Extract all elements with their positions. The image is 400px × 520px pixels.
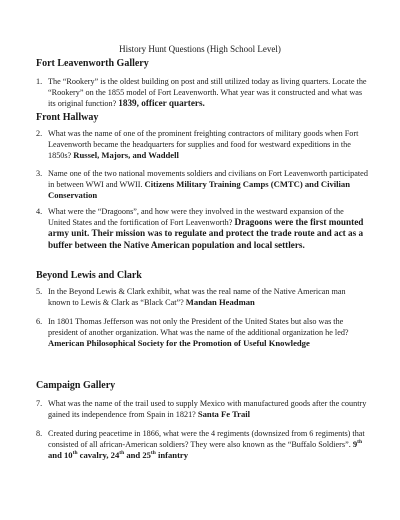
question-number: 8. bbox=[36, 429, 43, 438]
question-number: 2. bbox=[36, 129, 43, 138]
answer-text: Russel, Majors, and Waddell bbox=[73, 150, 179, 161]
answer-text: Dragoons were the first mounted army unit. Their mission was to regulate and protect the trade route and act as a buffer between the Native American population and local settlers. bbox=[48, 217, 364, 250]
question-number: 3. bbox=[36, 169, 43, 178]
question-text: In 1801 Thomas Jefferson was not only the President of the United States but also was the president of another organization. What was the name of the additional organization he led? bbox=[48, 317, 349, 338]
answer-text: 9th and 10th cavalry, 24th and 25th infantry bbox=[48, 439, 362, 461]
section-heading-campaign-gallery: Campaign Gallery bbox=[36, 380, 116, 391]
question-text: What was the name of one of the prominent freighting contractors of military goods when Fort Leavenworth became the headquarters for supplies and food for westward expeditions in the 1850s? bbox=[48, 129, 359, 161]
question-text: What was the name of the trail used to supply Mexico with manufactured goods after the country gained its independence from Spain in 1821? bbox=[48, 399, 367, 420]
question-text: Name one of the two national movements soldiers and civilians on Fort Leavenworth participated in between WWI and WWII. bbox=[48, 169, 368, 190]
question-5 bbox=[36, 286, 368, 308]
question-number: 5. bbox=[36, 287, 43, 296]
answer-text: American Philosophical Society for the Promotion of Useful Knowledge bbox=[48, 338, 310, 349]
question-text: What were the “Dragoons”, and how were they involved in the westward expansion of the United States and the fortification of Fort Leavenworth? bbox=[48, 207, 344, 228]
question-6 bbox=[36, 316, 368, 350]
question-number: 7. bbox=[36, 399, 43, 408]
question-text: Created during peacetime in 1866, what were the 4 regiments (downsized from 6 regiments) that consisted of all african-American soldiers? They were also known as the “Buffalo Soldiers”. bbox=[48, 429, 365, 450]
answer-text: Citizens Military Training Camps (CMTC) and Civilian Conservation bbox=[48, 179, 351, 201]
question-number: 6. bbox=[36, 317, 43, 326]
question-7 bbox=[36, 398, 368, 420]
question-4 bbox=[36, 206, 368, 251]
answer-text: 1839, officer quarters. bbox=[118, 98, 205, 109]
question-1 bbox=[36, 76, 368, 110]
question-number: 4. bbox=[36, 207, 43, 216]
question-number: 1. bbox=[36, 77, 43, 86]
answer-text: Santa Fe Trail bbox=[197, 409, 251, 420]
answer-text: Mandan Headman bbox=[185, 297, 255, 308]
section-heading-front-hallway: Front Hallway bbox=[36, 112, 99, 123]
question-text: The “Rookery” is the oldest building on post and still utilized today as living quarters. Locate the “Rookery” on the 1855 model of Fort Leavenworth. What year was it constructed and what was its original function? bbox=[48, 77, 367, 109]
question-8 bbox=[36, 428, 368, 462]
question-2 bbox=[36, 128, 368, 162]
section-heading-beyond-lewis-and-clark: Beyond Lewis and Clark bbox=[36, 270, 142, 281]
question-text: In the Beyond Lewis & Clark exhibit, what was the real name of the Native American man known to Lewis & Clark as “Black Cat”? bbox=[48, 287, 346, 308]
question-3 bbox=[36, 168, 368, 202]
section-heading-fort-leavenworth-gallery: Fort Leavenworth Gallery bbox=[36, 58, 149, 69]
document-title: History Hunt Questions (High School Level) bbox=[119, 44, 281, 54]
